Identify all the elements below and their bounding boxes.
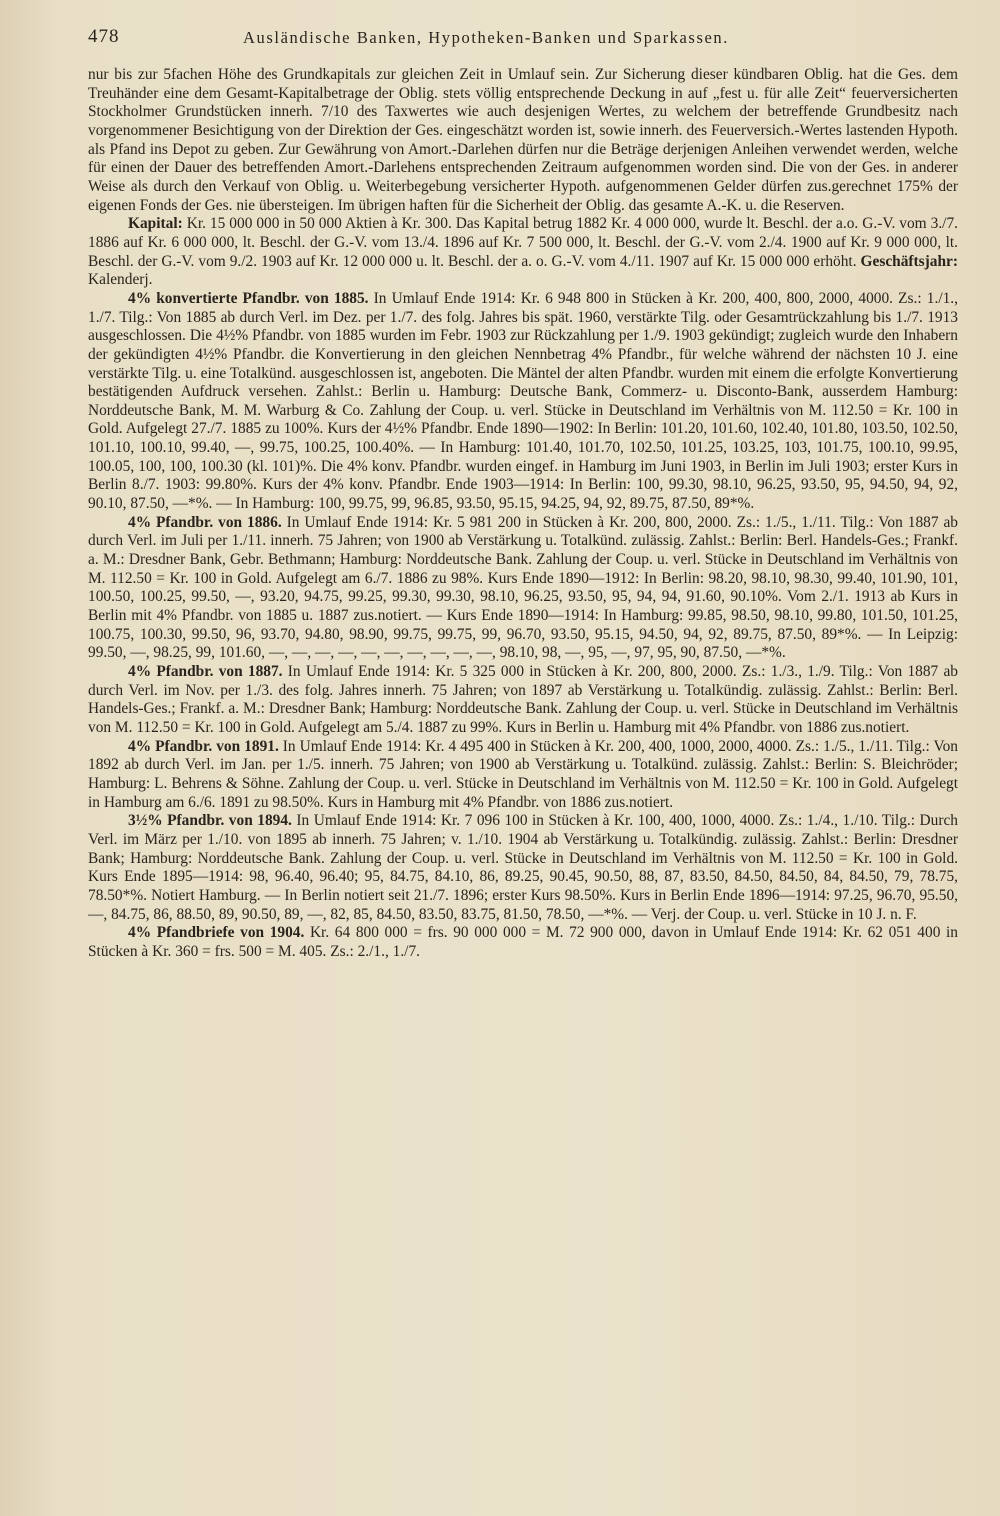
paragraph-pfandbriefe-1904: [88, 924, 958, 961]
paragraph-text: nur bis zur 5fachen Höhe des Grundkapitals zur gleichen Zeit in Umlauf sein. Zur Sicherung dieser kündbaren Oblig. hat die Ges. dem Treuhänder eine dem Gesamt-Kapitalbetrage der Oblig. stets völlig entsprechende Deckung in auf „fest u. für alle Zeit“ feuerversicherten Stockholmer Grundstücken innerh. 7/10 des Taxwertes wie auch desjenigen Wertes, zu welchem der betreffende Grundbesitz nach vorgenommener Besichtigung von der Direktion der Ges. eingeschätzt worden ist, sowie innerh. des Feuerversich.-Wertes lastenden Hypoth. als Pfand ins Depot zu geben. Zur Gewährung von Amort.-Darlehen dürfen nur die Beträge derjenigen Anleihen verwendet werden, welche für einen der Dauer des betreffenden Amort.-Darlehens entsprechenden Zeitraum aufgenommen worden sind. Die von der Ges. in anderer Weise als durch den Verkauf von Oblig. u. Weiterbegebung versicherter Hypoth. aufgenommenen Gelder dürfen zus.gerechnet 175% der eigenen Fonds der Ges. nie übersteigen. Im übrigen haften für die Sicherheit der Oblig. das gesamte A.-K. u. die Reserven.: [88, 66, 958, 214]
paragraph-text: In Umlauf Ende 1914: Kr. 7 096 100 in Stücken à Kr. 100, 400, 1000, 4000. Zs.: 1./4., 1./10. Tilg.: Durch Verl. im März per 1./10. von 1895 ab innerh. 75 Jahren; v. 1./10. 1904 ab Verstärkung u. Totalkündig. zulässig. Zahlst.: Berlin: Dresdner Bank; Hamburg: Norddeutsche Bank. Zahlung der Coup. u. verl. Stücke in Deutschland im Verhältnis von M. 112.50 = Kr. 100 in Gold. Kurs Ende 1895—1914: 98, 96.40, 96.40; 95, 84.75, 84.10, 86, 89.25, 90.45, 90.50, 88, 87, 83.50, 84.50, 84.50, 84, 84.50, 79, 78.75, 78.50*%. Notiert Hamburg. — In Berlin notiert seit 21./7. 1896; erster Kurs 98.50%. Kurs in Berlin Ende 1896—1914: 97.25, 96.70, 95.50, —, 84.75, 86, 88.50, 89, 90.50, 89, —, 82, 85, 84.50, 83.50, 83.75, 81.50, 78.50, —*%. — Verj. der Coup. u. verl. Stücke in 10 J. n. F.: [88, 812, 958, 923]
paragraph-text: In Umlauf Ende 1914: Kr. 6 948 800 in Stücken à Kr. 200, 400, 800, 2000, 4000. Zs.: 1./1., 1./7. Tilg.: Von 1885 ab durch Verl. im Dez. per 1./7. des folg. Jahres bis spät. 1960, verstärkte Tilg. oder Gesamtrückzahlung bis 1./7. 1913 ausgeschlossen. Die 4½% Pfandbr. von 1885 wurden im Febr. 1903 zur Rückzahlung per 1./9. 1903 gekündigt; zugleich wurde den Inhabern der gekündigten 4½% Pfandbr. die Konvertierung in den gleichen Nennbetrag 4% Pfandbr., für welche während der nächsten 10 J. eine verstärkte Tilg. u. eine Totalkünd. ausgeschlossen ist, angeboten. Die Mäntel der alten Pfandbr. wurden mit einem die erfolgte Konvertierung bestätigenden Aufdruck versehen. Zahlst.: Berlin u. Hamburg: Deutsche Bank, Commerz- u. Disconto-Bank, ausserdem Hamburg: Norddeutsche Bank, M. M. Warburg & Co. Zahlung der Coup. u. verl. Stücke in Deutschland im Verhältnis von M. 112.50 = Kr. 100 in Gold. Aufgelegt 27./7. 1885 zu 100%. Kurs der 4½% Pfandbr. Ende 1890—1902: In Berlin: 101.20, 101.60, 102.40, 101.80, 103.50, 102.50, 101.10, 100.10, 99.40, —, 99.75, 100.25, 100.40%. — In Hamburg: 101.40, 101.70, 102.50, 101.25, 103.25, 103, 101.75, 100.10, 99.95, 100.05, 100, 100, 100.30 (kl. 101)%. Die 4% konv. Pfandbr. wurden eingef. in Hamburg im Juni 1903, in Berlin im Juli 1903; erster Kurs in Berlin 8./7. 1903: 99.80%. Kurs der 4% konv. Pfandbr. Ende 1903—1914: In Berlin: 100, 99.30, 98.10, 96.25, 93.50, 95, 94.50, 94, 92, 90.10, 87.50, —*%. — In Hamburg: 100, 99.75, 99, 96.85, 93.50, 95.15, 94.25, 94, 92, 89.75, 87.50, 89*%.: [88, 289, 958, 513]
paragraph-heading: 4% Pfandbr. von 1891.: [128, 737, 279, 755]
page-body: [88, 66, 958, 962]
paragraph-text: Kr. 64 800 000 = frs. 90 000 000 = M. 72 900 000, davon in Umlauf Ende 1914: Kr. 62 051 400 in Stücken à Kr. 360 = frs. 500 = M. 405. Zs.: 2./1., 1./7.: [88, 924, 958, 960]
paragraph-text: In Umlauf Ende 1914: Kr. 5 325 000 in Stücken à Kr. 200, 800, 2000. Zs.: 1./3., 1./9. Tilg.: Von 1887 ab durch Verl. im Nov. per 1./3. des folg. Jahres innerh. 75 Jahren; von 1897 ab Verstärkung u. Totalkündig. zulässig. Zahlst.: Berlin: Berl. Handels-Ges.; Frankf. a. M.: Dresdner Bank; Hamburg: Norddeutsche Bank. Zahlung der Coup. u. verl. Stücke in Deutschland im Verhältnis von M. 112.50 = Kr. 100 in Gold. Aufgelegt am 5./4. 1887 zu 99%. Kurs in Berlin u. Hamburg mit 4% Pfandbr. von 1886 zus.notiert.: [88, 663, 958, 736]
paragraph-text: Kr. 15 000 000 in 50 000 Aktien à Kr. 300. Das Kapital betrug 1882 Kr. 4 000 000, wurde lt. Beschl. der a.o. G.-V. vom 3./7. 1886 auf Kr. 6 000 000, lt. Beschl. der G.-V. vom 13./4. 1896 auf Kr. 7 500 000, lt. Beschl. der G.-V. vom 2./4. 1900 auf Kr. 9 000 000, lt. Beschl. der G.-V. vom 9./2. 1903 auf Kr. 12 000 000 u. lt. Beschl. der a. o. G.-V. vom 4./11. 1907 auf Kr. 15 000 000 erhöht.: [88, 215, 958, 270]
paragraph-heading: 4% Pfandbriefe von 1904.: [128, 924, 305, 942]
page-header: [88, 22, 958, 56]
paragraph-pfandbr-1885: [88, 290, 958, 514]
paragraph-heading: 4% Pfandbr. von 1887.: [128, 663, 283, 680]
paragraph-kapital: [88, 215, 958, 290]
paragraph-text: In Umlauf Ende 1914: Kr. 4 495 400 in Stücken à Kr. 200, 400, 1000, 2000, 4000. Zs.: 1./5., 1./11. Tilg.: Von 1892 ab durch Verl. im Jan. per 1./5. innerh. 75 Jahren; von 1900 ab Verstärkung u. Totalkünd. zulässig. Zahlst.: Berlin: S. Bleichröder; Hamburg: L. Behrens & Söhne. Zahlung der Coup. u. verl. Stücke in Deutschland im Verhältnis von M. 112.50 = Kr. 100 in Gold. Aufgelegt in Hamburg am 6./6. 1891 zu 98.50%. Kurs in Hamburg mit 4% Pfandbr. von 1886 zus.notiert.: [88, 737, 958, 811]
paragraph-text: Kalenderj.: [88, 271, 153, 289]
running-head: Ausländische Banken, Hypotheken-Banken und Sparkassen.: [243, 28, 729, 47]
paragraph-pfandbr-1887: [88, 663, 958, 738]
paragraph-heading: 4% Pfandbr. von 1886.: [128, 513, 282, 531]
paragraph-heading: Kapital:: [128, 215, 183, 233]
paragraph-pfandbr-1886: [88, 514, 958, 663]
paragraph-pfandbr-1894: [88, 812, 958, 924]
paragraph-heading: 3½% Pfandbr. von 1894.: [128, 812, 292, 830]
paragraph-text: In Umlauf Ende 1914: Kr. 5 981 200 in Stücken à Kr. 200, 800, 2000. Zs.: 1./5., 1./11. Tilg.: Von 1887 ab durch Verl. im Juli per 1./11. innerh. 75 Jahren; von 1900 ab Verstärkung u. Totalkünd. zulässig. Zahlst.: Berlin: Berl. Handels-Ges.; Frankf. a. M.: Dresdner Bank, Gebr. Bethmann; Hamburg: Norddeutsche Bank. Zahlung der Coup. u. verl. Stücke in Deutschland im Verhältnis von M. 112.50 = Kr. 100 in Gold. Aufgelegt am 6./7. 1886 zu 98%. Kurs Ende 1890—1912: In Berlin: 98.20, 98.10, 98.30, 99.40, 101.90, 101, 100.50, 100.25, 99.50, —, 93.20, 94.75, 99.25, 99.30, 99.30, 98.10, 96.25, 93.50, 95, 94, 94, 91.60, 90.10%. Vom 2./1. 1913 ab Kurs in Berlin mit 4% Pfandbr. von 1885 u. 1887 zus.notiert. — Kurs Ende 1890—1914: In Hamburg: 99.85, 98.50, 98.10, 99.80, 101.50, 101.25, 100.75, 100.30, 99.50, 96, 93.70, 94.80, 98.90, 99.75, 99.75, 99, 96.70, 93.50, 95.15, 94.50, 94, 92, 89.75, 87.50, 89*%. — In Leipzig: 99.50, —, 98.25, 99, 101.60, —, —, —, —, —, —, —, —, —, —, 98.10, 98, —, 95, —, 97, 95, 90, 87.50, —*%.: [88, 513, 959, 662]
paragraph-intro: [88, 66, 958, 215]
paragraph-heading: 4% konvertierte Pfandbr. von 1885.: [128, 289, 369, 307]
paragraph-subheading: Geschäftsjahr:: [860, 252, 958, 270]
paragraph-pfandbr-1891: [88, 738, 958, 813]
page-number: 478: [88, 26, 120, 47]
